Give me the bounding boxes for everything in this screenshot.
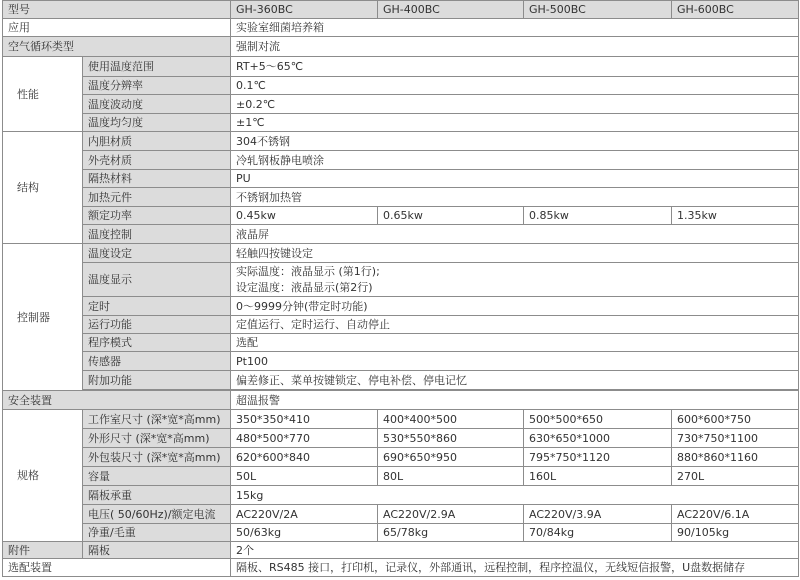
table-row — [3, 263, 799, 297]
model-cell: GH-500BC — [524, 1, 672, 19]
table-row — [3, 151, 799, 170]
air-circulation-row — [3, 37, 799, 57]
spec-value: 500*500*650 — [524, 410, 672, 429]
power-value: 0.65kw — [378, 207, 524, 225]
row-value: 15kg — [231, 486, 799, 505]
spec-value: AC220V/3.9A — [524, 505, 672, 524]
row-value: ±0.2℃ — [231, 95, 799, 114]
row-value: 0～9999分钟(带定时功能) — [231, 297, 799, 316]
table-row — [3, 114, 799, 132]
model-cell: GH-400BC — [378, 1, 524, 19]
row-label: 程序模式 — [83, 334, 231, 352]
row-label: 隔热材料 — [83, 170, 231, 188]
structure-category: 结构 — [3, 132, 83, 244]
row-label: 附加功能 — [83, 371, 231, 390]
power-value: 0.45kw — [231, 207, 378, 225]
temp-display-line: 设定温度：液晶显示(第2行) — [236, 281, 373, 294]
table-row — [3, 429, 799, 448]
row-label: 隔板承重 — [83, 486, 231, 505]
specs-category: 规格 — [3, 410, 83, 542]
table-row — [3, 188, 799, 207]
model-row — [3, 1, 799, 19]
table-row — [3, 505, 799, 524]
controller-category: 控制器 — [3, 244, 83, 391]
table-row — [3, 297, 799, 316]
spec-value: 795*750*1120 — [524, 448, 672, 467]
accessories-item-label: 隔板 — [83, 542, 231, 559]
row-label: 外壳材质 — [83, 151, 231, 170]
row-value: PU — [231, 170, 799, 188]
row-value: 不锈钢加热管 — [231, 188, 799, 207]
spec-table — [2, 0, 799, 577]
table-row — [3, 132, 799, 151]
row-value: 冷轧钢板静电喷涂 — [231, 151, 799, 170]
application-row — [3, 19, 799, 37]
spec-value: 270L — [672, 467, 799, 486]
row-value: 轻触四按键设定 — [231, 244, 799, 263]
row-value: 选配 — [231, 334, 799, 352]
spec-value: 160L — [524, 467, 672, 486]
table-row — [3, 170, 799, 188]
spec-value: 70/84kg — [524, 524, 672, 542]
spec-value: 620*600*840 — [231, 448, 378, 467]
options-label: 选配装置 — [3, 559, 231, 577]
table-row — [3, 57, 799, 77]
row-label: 净重/毛重 — [83, 524, 231, 542]
application-label: 应用 — [3, 19, 231, 37]
table-row — [3, 95, 799, 114]
safety-value: 超温报警 — [231, 391, 799, 410]
spec-value: 600*600*750 — [672, 410, 799, 429]
temp-display-value — [231, 263, 799, 297]
spec-value: 90/105kg — [672, 524, 799, 542]
table-row — [3, 448, 799, 467]
row-label: 温度设定 — [83, 244, 231, 263]
spec-value: 630*650*1000 — [524, 429, 672, 448]
table-row — [3, 244, 799, 263]
table-row — [3, 410, 799, 429]
table-row — [3, 352, 799, 371]
spec-value: 880*860*1160 — [672, 448, 799, 467]
row-value: 0.1℃ — [231, 77, 799, 95]
power-value: 0.85kw — [524, 207, 672, 225]
temp-control-value: 液晶屏 — [231, 225, 799, 244]
table-row — [3, 225, 799, 244]
spec-value: 50/63kg — [231, 524, 378, 542]
safety-row — [3, 391, 799, 410]
options-row — [3, 559, 799, 577]
row-label: 加热元件 — [83, 188, 231, 207]
row-value: 304不锈钢 — [231, 132, 799, 151]
row-value: RT+5～65℃ — [231, 57, 799, 77]
row-label: 使用温度范围 — [83, 57, 231, 77]
performance-category: 性能 — [3, 57, 83, 132]
power-value: 1.35kw — [672, 207, 799, 225]
row-label: 电压( 50/60Hz)/额定电流 — [83, 505, 231, 524]
options-value: 隔板、RS485 接口，打印机，记录仪，外部通讯，远程控制，程序控温仪，无线短信报警，U盘数据储存 — [231, 559, 799, 577]
air-circulation-value: 强制对流 — [231, 37, 799, 57]
row-label: 传感器 — [83, 352, 231, 371]
accessories-row — [3, 542, 799, 559]
model-label: 型号 — [3, 1, 231, 19]
row-label: 温度显示 — [83, 263, 231, 297]
safety-label: 安全装置 — [3, 391, 231, 410]
row-label: 温度波动度 — [83, 95, 231, 114]
row-label: 定时 — [83, 297, 231, 316]
row-value: 偏差修正、菜单按键锁定、停电补偿、停电记忆 — [231, 371, 799, 390]
air-circulation-label: 空气循环类型 — [3, 37, 231, 57]
row-value: ±1℃ — [231, 114, 799, 132]
row-label: 外形尺寸 (深*宽*高mm) — [83, 429, 231, 448]
spec-value: 730*750*1100 — [672, 429, 799, 448]
spec-value: 400*400*500 — [378, 410, 524, 429]
temp-display-line: 实际温度：液晶显示 (第1行); — [236, 265, 380, 278]
power-row — [3, 207, 799, 225]
spec-value: 350*350*410 — [231, 410, 378, 429]
row-label: 内胆材质 — [83, 132, 231, 151]
table-row — [3, 334, 799, 352]
accessories-label: 附件 — [3, 542, 83, 559]
spec-value: 65/78kg — [378, 524, 524, 542]
row-label: 温度均匀度 — [83, 114, 231, 132]
row-value: Pt100 — [231, 352, 799, 371]
row-label: 工作室尺寸 (深*宽*高mm) — [83, 410, 231, 429]
row-label: 外包装尺寸 (深*宽*高mm) — [83, 448, 231, 467]
spec-value: AC220V/2.9A — [378, 505, 524, 524]
table-row — [3, 467, 799, 486]
table-row — [3, 77, 799, 95]
model-cell: GH-360BC — [231, 1, 378, 19]
spec-value: 50L — [231, 467, 378, 486]
table-row — [3, 316, 799, 334]
spec-value: 530*550*860 — [378, 429, 524, 448]
spec-value: 80L — [378, 467, 524, 486]
model-cell: GH-600BC — [672, 1, 799, 19]
row-label: 运行功能 — [83, 316, 231, 334]
table-row — [3, 371, 799, 390]
power-label: 额定功率 — [83, 207, 231, 225]
row-value: 定值运行、定时运行、自动停止 — [231, 316, 799, 334]
spec-value: AC220V/6.1A — [672, 505, 799, 524]
spec-value: AC220V/2A — [231, 505, 378, 524]
temp-control-label: 温度控制 — [83, 225, 231, 244]
spec-value: 690*650*950 — [378, 448, 524, 467]
table-row — [3, 486, 799, 505]
table-row — [3, 524, 799, 542]
spec-value: 480*500*770 — [231, 429, 378, 448]
application-value: 实验室细菌培养箱 — [231, 19, 799, 37]
accessories-value: 2个 — [231, 542, 799, 559]
row-label: 容量 — [83, 467, 231, 486]
row-label: 温度分辨率 — [83, 77, 231, 95]
